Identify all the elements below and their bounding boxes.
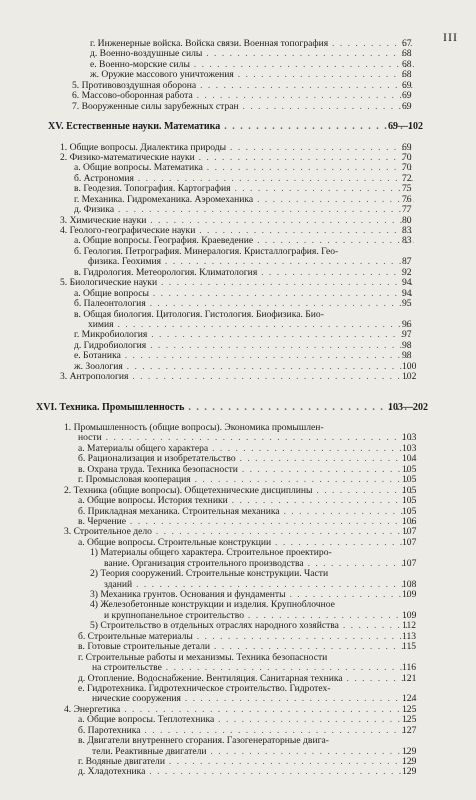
- toc-entry-title: 6. Массово-оборонная работа . . .: [72, 91, 414, 101]
- toc-entry-page: 70: [402, 151, 412, 163]
- toc-entry-title: зданий . . .: [104, 580, 414, 590]
- toc-entry-page: 72: [402, 172, 412, 184]
- toc-entry: [0, 538, 476, 548]
- toc-entry: [0, 102, 476, 112]
- toc-entry-title: 1. Общие вопросы. Диалектика природы . . .: [60, 143, 414, 153]
- toc-entry-title: б. Строительные материалы . . .: [78, 632, 414, 642]
- toc-entry-title: б. Прикладная механика. Строительная механика . . .: [78, 507, 414, 517]
- toc-entry-page: 102: [402, 371, 417, 383]
- toc-entry-page: 69: [402, 90, 412, 102]
- toc-entry: [0, 767, 476, 777]
- toc-entry-title: 5. Биологические науки . . .: [60, 278, 414, 288]
- toc-entry-title: 3) Механика грунтов. Основания и фундаменты . . .: [90, 590, 414, 600]
- toc-entry-page: 67: [402, 38, 412, 49]
- toc-entry: [0, 496, 476, 506]
- toc-entry-title: а. Общие вопросы. История техники . . .: [78, 496, 414, 506]
- toc-entry-title: д. Хладотехника . . .: [78, 767, 414, 777]
- toc-entry-page: 105: [402, 505, 417, 517]
- spacer: [0, 383, 476, 393]
- toc-entry-title: д. Военно-воздушные силы . . .: [90, 49, 414, 59]
- toc-entry-page: 68: [402, 58, 412, 70]
- toc-entry-page: 121: [402, 672, 417, 684]
- toc-entry-page: 98: [402, 350, 412, 362]
- toc-entry-title: а. Общие вопросы . . .: [74, 289, 414, 299]
- toc-entry-page: 112: [402, 620, 417, 632]
- toc-entry-page: 107: [402, 526, 417, 538]
- toc-entry-title: а. Материалы общего характера . . .: [78, 444, 414, 454]
- toc-entry-page: 107: [402, 536, 417, 548]
- toc-entry: [0, 674, 476, 684]
- toc-section-heading: [0, 403, 476, 413]
- toc-entry-title: е. Гидротехника. Гидротехническое строительство. Гидротех-: [78, 683, 331, 694]
- toc-entry-page: 103: [402, 442, 417, 454]
- toc-entry-page: 105: [402, 463, 417, 475]
- toc-entry-title: д. Гидробиология . . .: [74, 341, 414, 351]
- toc-entry-page: 105: [402, 495, 417, 507]
- table-of-contents: [0, 39, 476, 778]
- toc-entry-title: ности . . .: [78, 433, 414, 443]
- toc-entry-page: 115: [402, 641, 417, 653]
- toc-entry-title: 5) Строительство в отдельных отраслях народного хозяйства . . .: [90, 621, 414, 631]
- toc-entry-page: 75: [402, 183, 412, 195]
- toc-entry-page: 106: [402, 515, 417, 527]
- toc-entry: [0, 590, 476, 600]
- toc-entry-title: а. Общие вопросы. Математика . . .: [74, 163, 414, 173]
- toc-entry-title: XVI. Техника. Промышленность . . .: [36, 403, 414, 413]
- toc-entry-title: а. Общие вопросы. Теплотехника . . .: [78, 715, 414, 725]
- spacer: [0, 413, 476, 423]
- toc-entry-title: в. Гидрология. Метеорология. Климатология . . .: [74, 268, 414, 278]
- toc-entry-title: д. Отопление. Водоснабжение. Вентиляция. Санитарная техника . . .: [78, 674, 414, 684]
- toc-entry-page: 124: [402, 693, 417, 705]
- toc-entry-title: 3. Антропология . . .: [60, 372, 414, 382]
- toc-entry-title: вание. Организация строительного производства . . .: [104, 559, 414, 569]
- toc-entry-page: 103: [402, 432, 417, 444]
- toc-entry-title: г. Строительные работы и механизмы. Техника безопасности: [78, 652, 328, 663]
- toc-entry-page: 108: [402, 578, 417, 590]
- toc-entry-page: 103—202: [388, 401, 428, 413]
- toc-entry-title: б. Палеонтология . . .: [74, 299, 414, 309]
- toc-entry-page: 125: [402, 714, 417, 726]
- toc-entry-page: 104: [402, 453, 417, 465]
- toc-entry-title: 3. Строительное дело . . .: [64, 527, 414, 537]
- toc-entry-title: на строительстве . . .: [92, 663, 414, 673]
- toc-entry-page: 96: [402, 318, 412, 330]
- toc-entry-title: 5. Противовоздушная оборона . . .: [72, 81, 414, 91]
- spacer: [0, 133, 476, 143]
- toc-entry-page: 129: [402, 766, 417, 778]
- toc-entry-page: 68: [402, 69, 412, 81]
- toc-entry-page: 69: [402, 100, 412, 112]
- toc-entry-title: в. Двигатели внутреннего сгорания. Газогенераторные двига-: [78, 736, 329, 747]
- toc-entry-title: а. Общие вопросы. География. Краеведение . . .: [74, 236, 414, 246]
- toc-entry: [0, 726, 476, 736]
- toc-entry-title: г. Водяные двигатели . . .: [78, 757, 414, 767]
- toc-entry-page: 100: [402, 360, 417, 372]
- toc-entry-page: 127: [402, 724, 417, 736]
- toc-entry-page: 113: [402, 630, 417, 642]
- toc-entry-page: 69—102: [388, 121, 423, 133]
- toc-section-heading: [0, 122, 476, 132]
- toc-entry-title: е. Ботаника . . .: [74, 351, 414, 361]
- toc-entry-page: 109: [402, 609, 417, 621]
- toc-entry-title: б. Астрономия . . .: [74, 174, 414, 184]
- toc-entry-title: б. Рационализация и изобретательство . . .: [78, 454, 414, 464]
- toc-entry-page: 116: [402, 662, 417, 674]
- toc-entry-title: 1) Материалы общего характера. Строительное проектиро-: [90, 548, 332, 559]
- toc-entry-page: 129: [402, 745, 417, 757]
- toc-entry-title: в. Общая биология. Цитология. Гистология. Биофизика. Био-: [74, 309, 324, 320]
- toc-entry-title: физика. Геохимия . . .: [88, 257, 414, 267]
- toc-entry-page: 125: [402, 703, 417, 715]
- toc-entry-page: 97: [402, 329, 412, 341]
- toc-entry-title: д. Физика . . .: [74, 205, 414, 215]
- toc-entry-title: 4. Геолого-географические науки . . .: [60, 226, 414, 236]
- toc-entry-page: 105: [402, 474, 417, 486]
- toc-entry-page: 94: [402, 287, 412, 299]
- toc-entry-page: 87: [402, 256, 412, 268]
- toc-entry-page: 69: [402, 79, 412, 91]
- toc-entry-title: 2) Теория сооружений. Строительные конструкции. Части: [90, 569, 329, 580]
- toc-entry-title: тели. Реактивные двигатели . . .: [92, 747, 414, 757]
- toc-entry: [0, 299, 476, 309]
- toc-entry-page: 69: [402, 141, 412, 153]
- toc-entry-page: 129: [402, 756, 417, 767]
- toc-entry-title: 2. Техника (общие вопросы). Общетехнические дисциплины . . .: [64, 486, 414, 496]
- toc-entry: [0, 663, 476, 673]
- toc-entry-page: 76: [402, 193, 412, 205]
- toc-entry-title: 7. Вооруженные силы зарубежных стран . . .: [72, 102, 414, 112]
- page-number: III: [443, 30, 458, 44]
- toc-entry: [0, 736, 476, 746]
- toc-entry-page: 107: [402, 557, 417, 569]
- toc-entry-title: а. Общие вопросы. Строительные конструкции . . .: [78, 538, 414, 548]
- toc-entry-title: е. Военно-морские силы . . .: [90, 60, 414, 70]
- toc-entry: [0, 372, 476, 382]
- toc-entry-title: ж. Оружие массового уничтожения . . .: [90, 70, 414, 80]
- toc-entry-page: 109: [402, 589, 417, 600]
- toc-entry-title: б. Паротехника . . .: [78, 726, 414, 736]
- toc-entry-title: г. Микробиология . . .: [74, 330, 414, 340]
- toc-entry-title: г. Инженерные войска. Войска связи. Военная топография . . .: [90, 39, 414, 49]
- toc-entry-title: 2. Физико-математические науки . . .: [60, 153, 414, 163]
- toc-entry-title: в. Черчение . . .: [78, 517, 414, 527]
- toc-entry-title: 3. Химические науки . . .: [60, 216, 414, 226]
- toc-entry-page: 92: [402, 266, 412, 278]
- toc-entry: [0, 236, 476, 246]
- toc-entry: [0, 559, 476, 569]
- toc-entry: [0, 642, 476, 652]
- toc-entry-page: 95: [402, 298, 412, 310]
- toc-entry-page: 83: [402, 235, 412, 247]
- toc-entry-title: и крупнопанельное строительство . . .: [104, 611, 414, 621]
- toc-entry-title: 4) Железобетонные конструкции и изделия. Крупноблочное: [90, 600, 335, 611]
- toc-entry-page: 80: [402, 214, 412, 226]
- toc-entry-page: 68: [402, 48, 412, 60]
- toc-entry-page: 83: [402, 225, 412, 236]
- toc-entry-title: 4. Энергетика . . .: [64, 705, 414, 715]
- toc-entry-title: XV. Естественные науки. Математика . . .: [48, 122, 414, 132]
- toc-entry-title: нические сооружения . . .: [92, 694, 414, 704]
- toc-entry-title: в. Охрана труда. Техника безопасности . . .: [78, 465, 414, 475]
- toc-entry-page: 70: [402, 162, 412, 174]
- toc-entry-title: в. Готовые строительные детали . . .: [78, 642, 414, 652]
- toc-entry-title: г. Механика. Гидромеханика. Аэромеханика . . .: [74, 195, 414, 205]
- toc-entry: [0, 205, 476, 215]
- toc-entry-title: химия . . .: [88, 320, 414, 330]
- toc-entry-page: 105: [402, 484, 417, 496]
- toc-entry-title: б. Геология. Петрография. Минералогия. Кристаллография. Гео-: [74, 246, 339, 257]
- toc-entry-title: г. Промысловая кооперация . . .: [78, 475, 414, 485]
- toc-entry-title: в. Геодезия. Топография. Картография . . .: [74, 184, 414, 194]
- toc-entry-page: 94: [402, 277, 412, 289]
- toc-entry-page: 98: [402, 339, 412, 351]
- toc-entry: [0, 569, 476, 579]
- toc-entry-title: 1. Промышленность (общие вопросы). Экономика промышлен-: [64, 423, 324, 433]
- toc-entry-page: 77: [402, 204, 412, 216]
- toc-entry-title: ж. Зоология . . .: [74, 362, 414, 372]
